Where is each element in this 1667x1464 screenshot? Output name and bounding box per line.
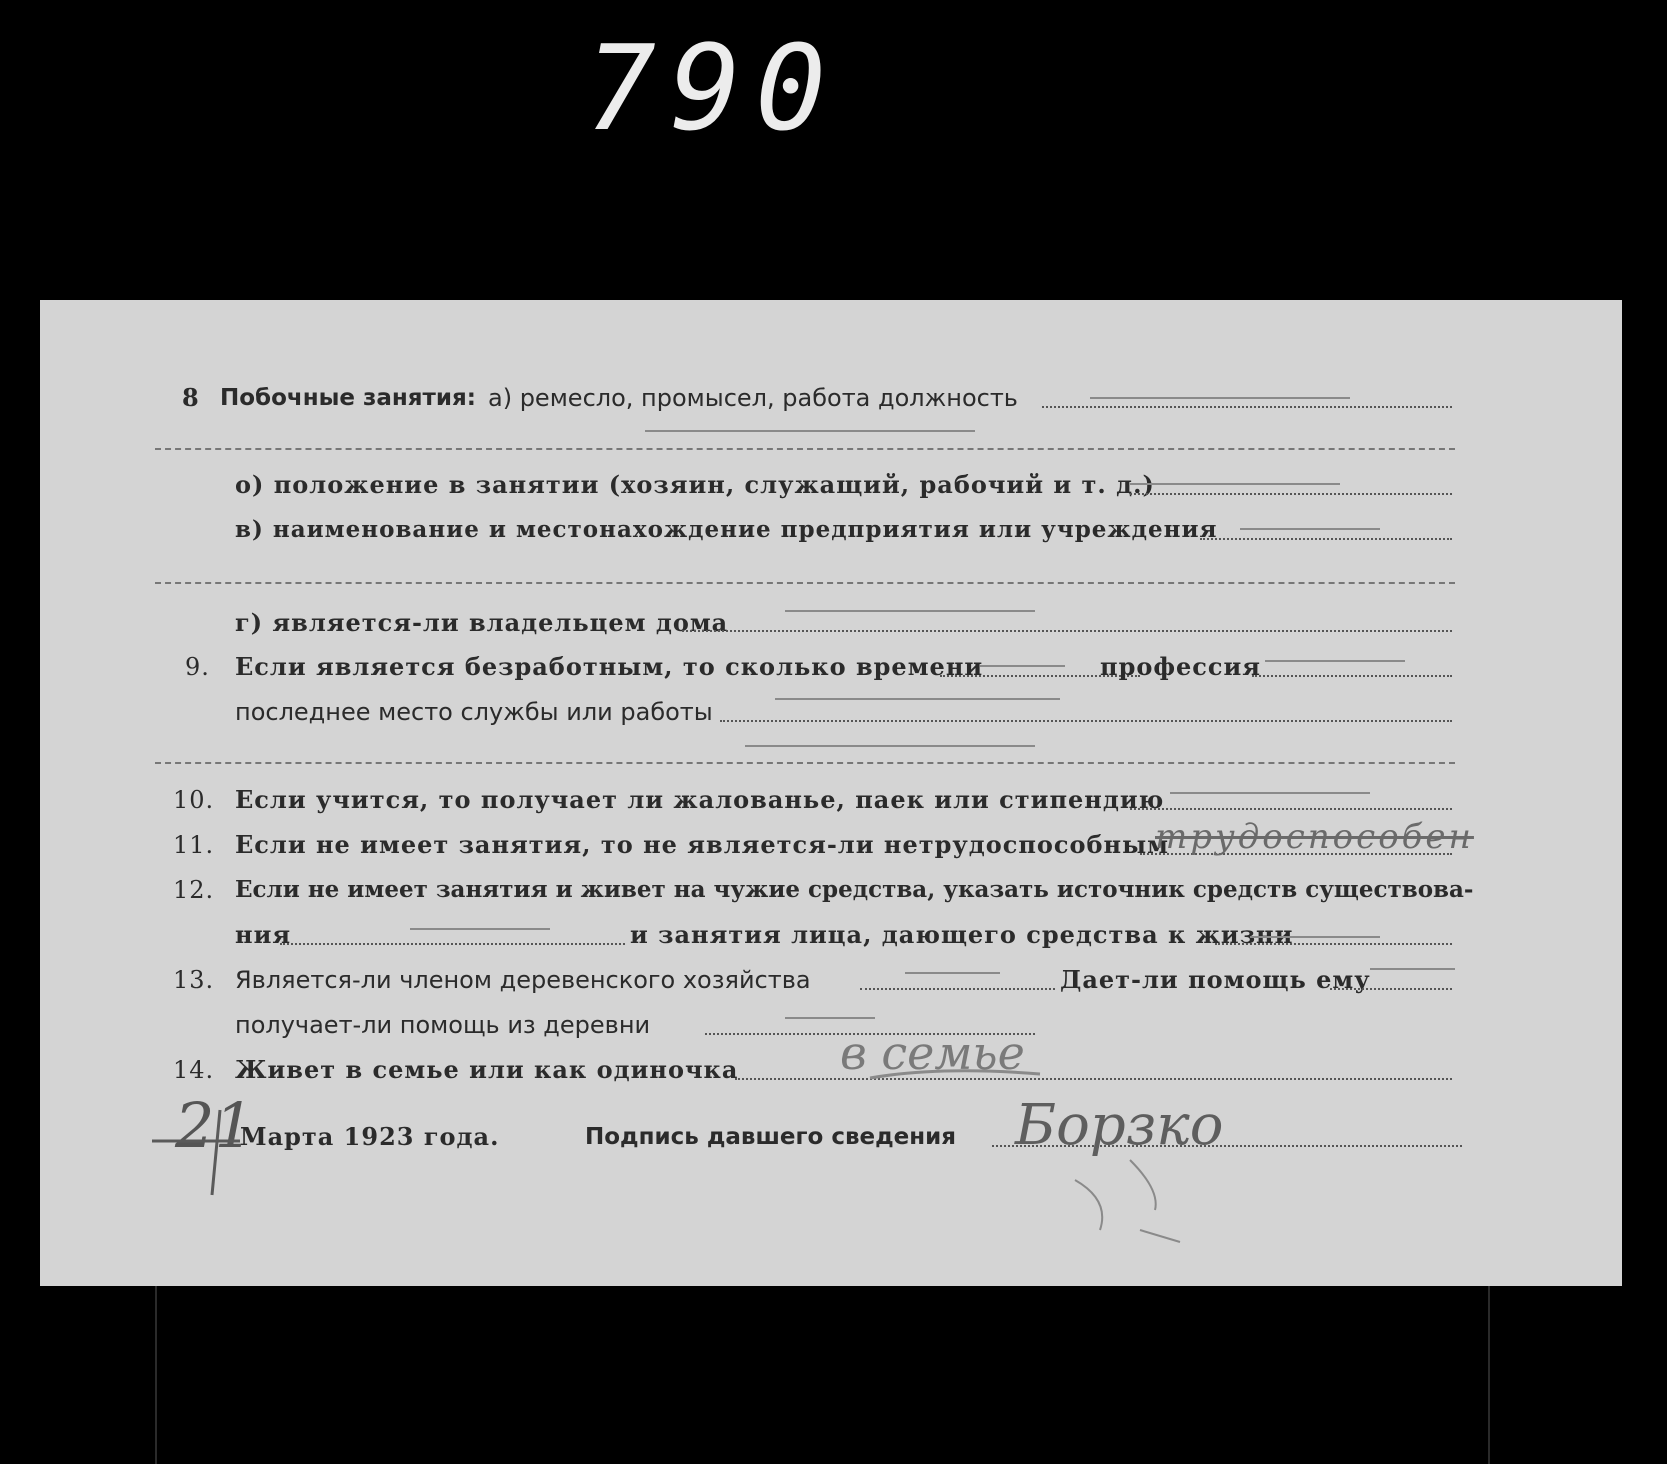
q8v-label: в) наименование и местонахождение предприятия или учреждения xyxy=(235,516,1218,543)
pencil-marks xyxy=(40,300,1622,1286)
q10-num: 10. xyxy=(173,786,215,814)
q14-num: 14. xyxy=(173,1056,215,1084)
left-film-edge xyxy=(155,1286,157,1464)
q12-cont-label: ния xyxy=(235,920,292,949)
q11-num: 11. xyxy=(173,831,215,859)
q9-label: Если является безработным, то сколько времени xyxy=(235,652,984,681)
signature: Борзко xyxy=(1015,1093,1224,1158)
q9-last-label: последнее место службы или работы xyxy=(235,698,713,726)
q13-receives-label: получает-ли помощь из деревни xyxy=(235,1011,651,1039)
frame-number: 790 xyxy=(585,19,841,157)
q10-label: Если учится, то получает ли жалованье, паек или стипендию xyxy=(235,785,1165,814)
q11-answer: трудоспособен xyxy=(1155,817,1474,857)
q8a-label: а) ремесло, промысел, работа должность xyxy=(488,384,1018,412)
date-day: 21 xyxy=(175,1089,254,1162)
q14-answer-underline xyxy=(870,1071,1040,1078)
q13-help-label: Дает-ли помощь ему xyxy=(1060,965,1371,994)
q14-answer: в семье xyxy=(840,1026,1025,1080)
q8-title: Побочные занятия: xyxy=(220,385,476,411)
signature-scribble xyxy=(1075,1160,1180,1242)
q14-label: Живет в семье или как одиночка xyxy=(235,1055,739,1084)
q9-profession-label: профессия xyxy=(1100,652,1262,681)
date-slash-stroke xyxy=(212,1110,220,1195)
date-text: Марта 1923 года. xyxy=(240,1122,500,1151)
right-film-edge xyxy=(1488,1286,1490,1464)
q13-num: 13. xyxy=(173,966,215,994)
q8g-label: г) является-ли владельцем дома xyxy=(235,608,729,637)
q8-num: 8 xyxy=(182,383,200,412)
signature-label: Подпись давшего сведения xyxy=(585,1124,957,1150)
q12-cont2-label: и занятия лица, дающего средства к жизни xyxy=(630,920,1294,949)
q12-num: 12. xyxy=(173,876,215,904)
q13-label: Является-ли членом деревенского хозяйства xyxy=(235,966,811,994)
q12-label: Если не имеет занятия и живет на чужие средства, указать источник средств существова- xyxy=(235,876,1474,903)
q11-label: Если не имеет занятия, то не является-ли нетрудоспособным xyxy=(235,830,1170,859)
q8b-label: о) положение в занятии (хозяин, служащий, рабочий и т. д.) xyxy=(235,470,1155,499)
q9-num: 9. xyxy=(185,653,210,681)
form-card xyxy=(40,300,1622,1286)
